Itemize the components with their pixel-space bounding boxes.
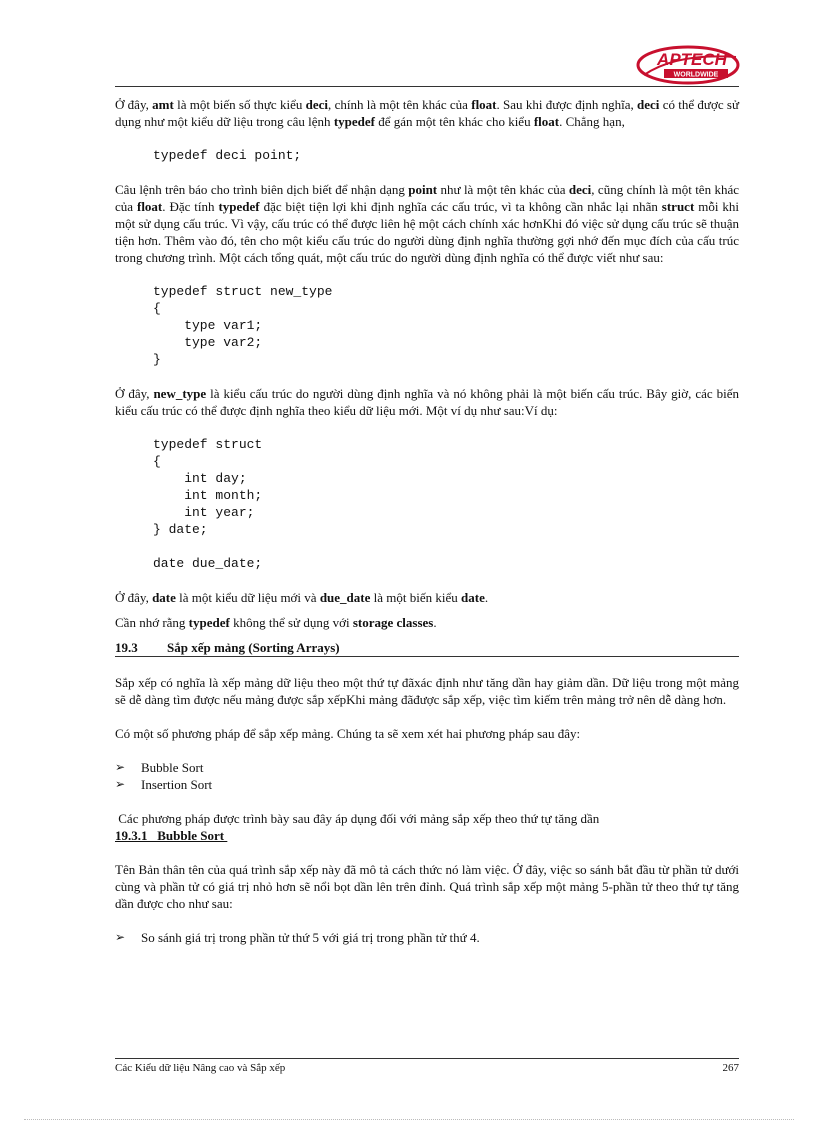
arrow-bullet-icon: ➢ (115, 930, 126, 944)
code-block: typedef struct new_type { type var1; type var2; } (153, 284, 333, 367)
section-number: 19.3 (115, 640, 138, 655)
logo-subtext: WORLDWIDE (673, 71, 719, 79)
header-rule (115, 86, 739, 87)
list-item: ➢ So sánh giá trị trong phần tử thứ 5 với giá trị trong phần tử thứ 4. (115, 930, 480, 945)
code-block: typedef struct { int day; int month; int year; } date; date due_date; (153, 437, 263, 571)
paragraph: Câu lệnh trên báo cho trình biên dịch biết để nhận dạng point như là một tên khác của deci, cũng chính là một tên khác của float. Đặc tính typedef đặc biệt tiện lợi khi định nghĩa các cấu trúc, vì ta không cần nhắc lại nhãn struct mỗi khi một sử dụng cấu trúc. Vì vậy, cấu trúc có thể được liên hệ một cách chính xác hơnKhi đó việc sử dụng cấu trúc sẽ thuận tiện hơn. Thêm vào đó, tên cho một kiểu cấu trúc do người dùng định nghĩa thường gợi nhớ đến mục đích của cấu trúc trong chương trình. Một cách tổng quát, một cấu trúc do người dùng định nghĩa có thể được viết như sau: (115, 182, 739, 265)
arrow-bullet-icon: ➢ (115, 760, 126, 774)
page-content (115, 96, 739, 946)
paragraph: Sắp xếp có nghĩa là xếp mảng dữ liệu theo một thứ tự đãxác định như tăng dần hay giảm dần. Dữ liệu trong một mảng sẽ dễ dàng tìm được nếu mảng được sắp xếpKhi mảng đãđược sắp xếp, việc tìm kiếm trên mảng trở nên dễ dàng hơn. (115, 675, 739, 707)
paragraph: Ở đây, date là một kiểu dữ liệu mới và due_date là một biến kiểu date. (115, 590, 489, 605)
code-block: typedef deci point; (153, 148, 302, 163)
footer-rule (115, 1058, 739, 1059)
page-edge-divider (24, 1119, 794, 1120)
paragraph: Có một số phương pháp để sắp xếp mảng. Chúng ta sẽ xem xét hai phương pháp sau đây: (115, 726, 581, 741)
section-heading (115, 639, 739, 657)
paragraph: Tên Bản thân tên của quá trình sắp xếp này đã mô tả cách thức nó làm việc. Ở đây, việc so sánh bắt đầu từ phần tử dưới cùng và phần tử có giá trị nhỏ hơn sẽ nổi bọt dần lên trên đỉnh. Quá trình sắp xếp một mảng 5-phần tử theo thứ tự tăng dần được cho như sau: (115, 862, 739, 911)
subsection-heading: 19.3.1 Bubble Sort (115, 828, 228, 843)
aptech-logo (636, 45, 740, 85)
section-title: Sắp xếp mảng (Sorting Arrays) (167, 640, 340, 655)
footer-title: Các Kiểu dữ liệu Nâng cao và Sắp xếp (115, 1062, 286, 1074)
paragraph: Các phương pháp được trình bày sau đây áp dụng đối với mảng sắp xếp theo thứ tự tăng dần (115, 811, 600, 826)
logo-text: APTECH (657, 50, 727, 69)
page-footer (115, 1062, 739, 1074)
list-item: ➢ Bubble Sort (115, 760, 204, 775)
paragraph: Ở đây, new_type là kiểu cấu trúc do người dùng định nghĩa và nó không phải là một biến cấu trúc. Bây giờ, các biến kiểu cấu trúc có thể được định nghĩa theo kiểu dữ liệu mới. Một ví dụ như sau:Ví dụ: (115, 386, 739, 418)
list-item: ➢ Insertion Sort (115, 777, 213, 792)
arrow-bullet-icon: ➢ (115, 777, 126, 791)
paragraph: Ở đây, amt là một biến số thực kiểu deci, chính là một tên khác của float. Sau khi được định nghĩa, deci có thể được sử dụng như một kiểu dữ liệu trong câu lệnh typedef để gán một tên khác cho kiểu float. Chẳng hạn, (115, 97, 739, 129)
paragraph: Cần nhớ rằng typedef không thể sử dụng với storage classes. (115, 615, 437, 630)
page-number: 267 (722, 1062, 739, 1074)
